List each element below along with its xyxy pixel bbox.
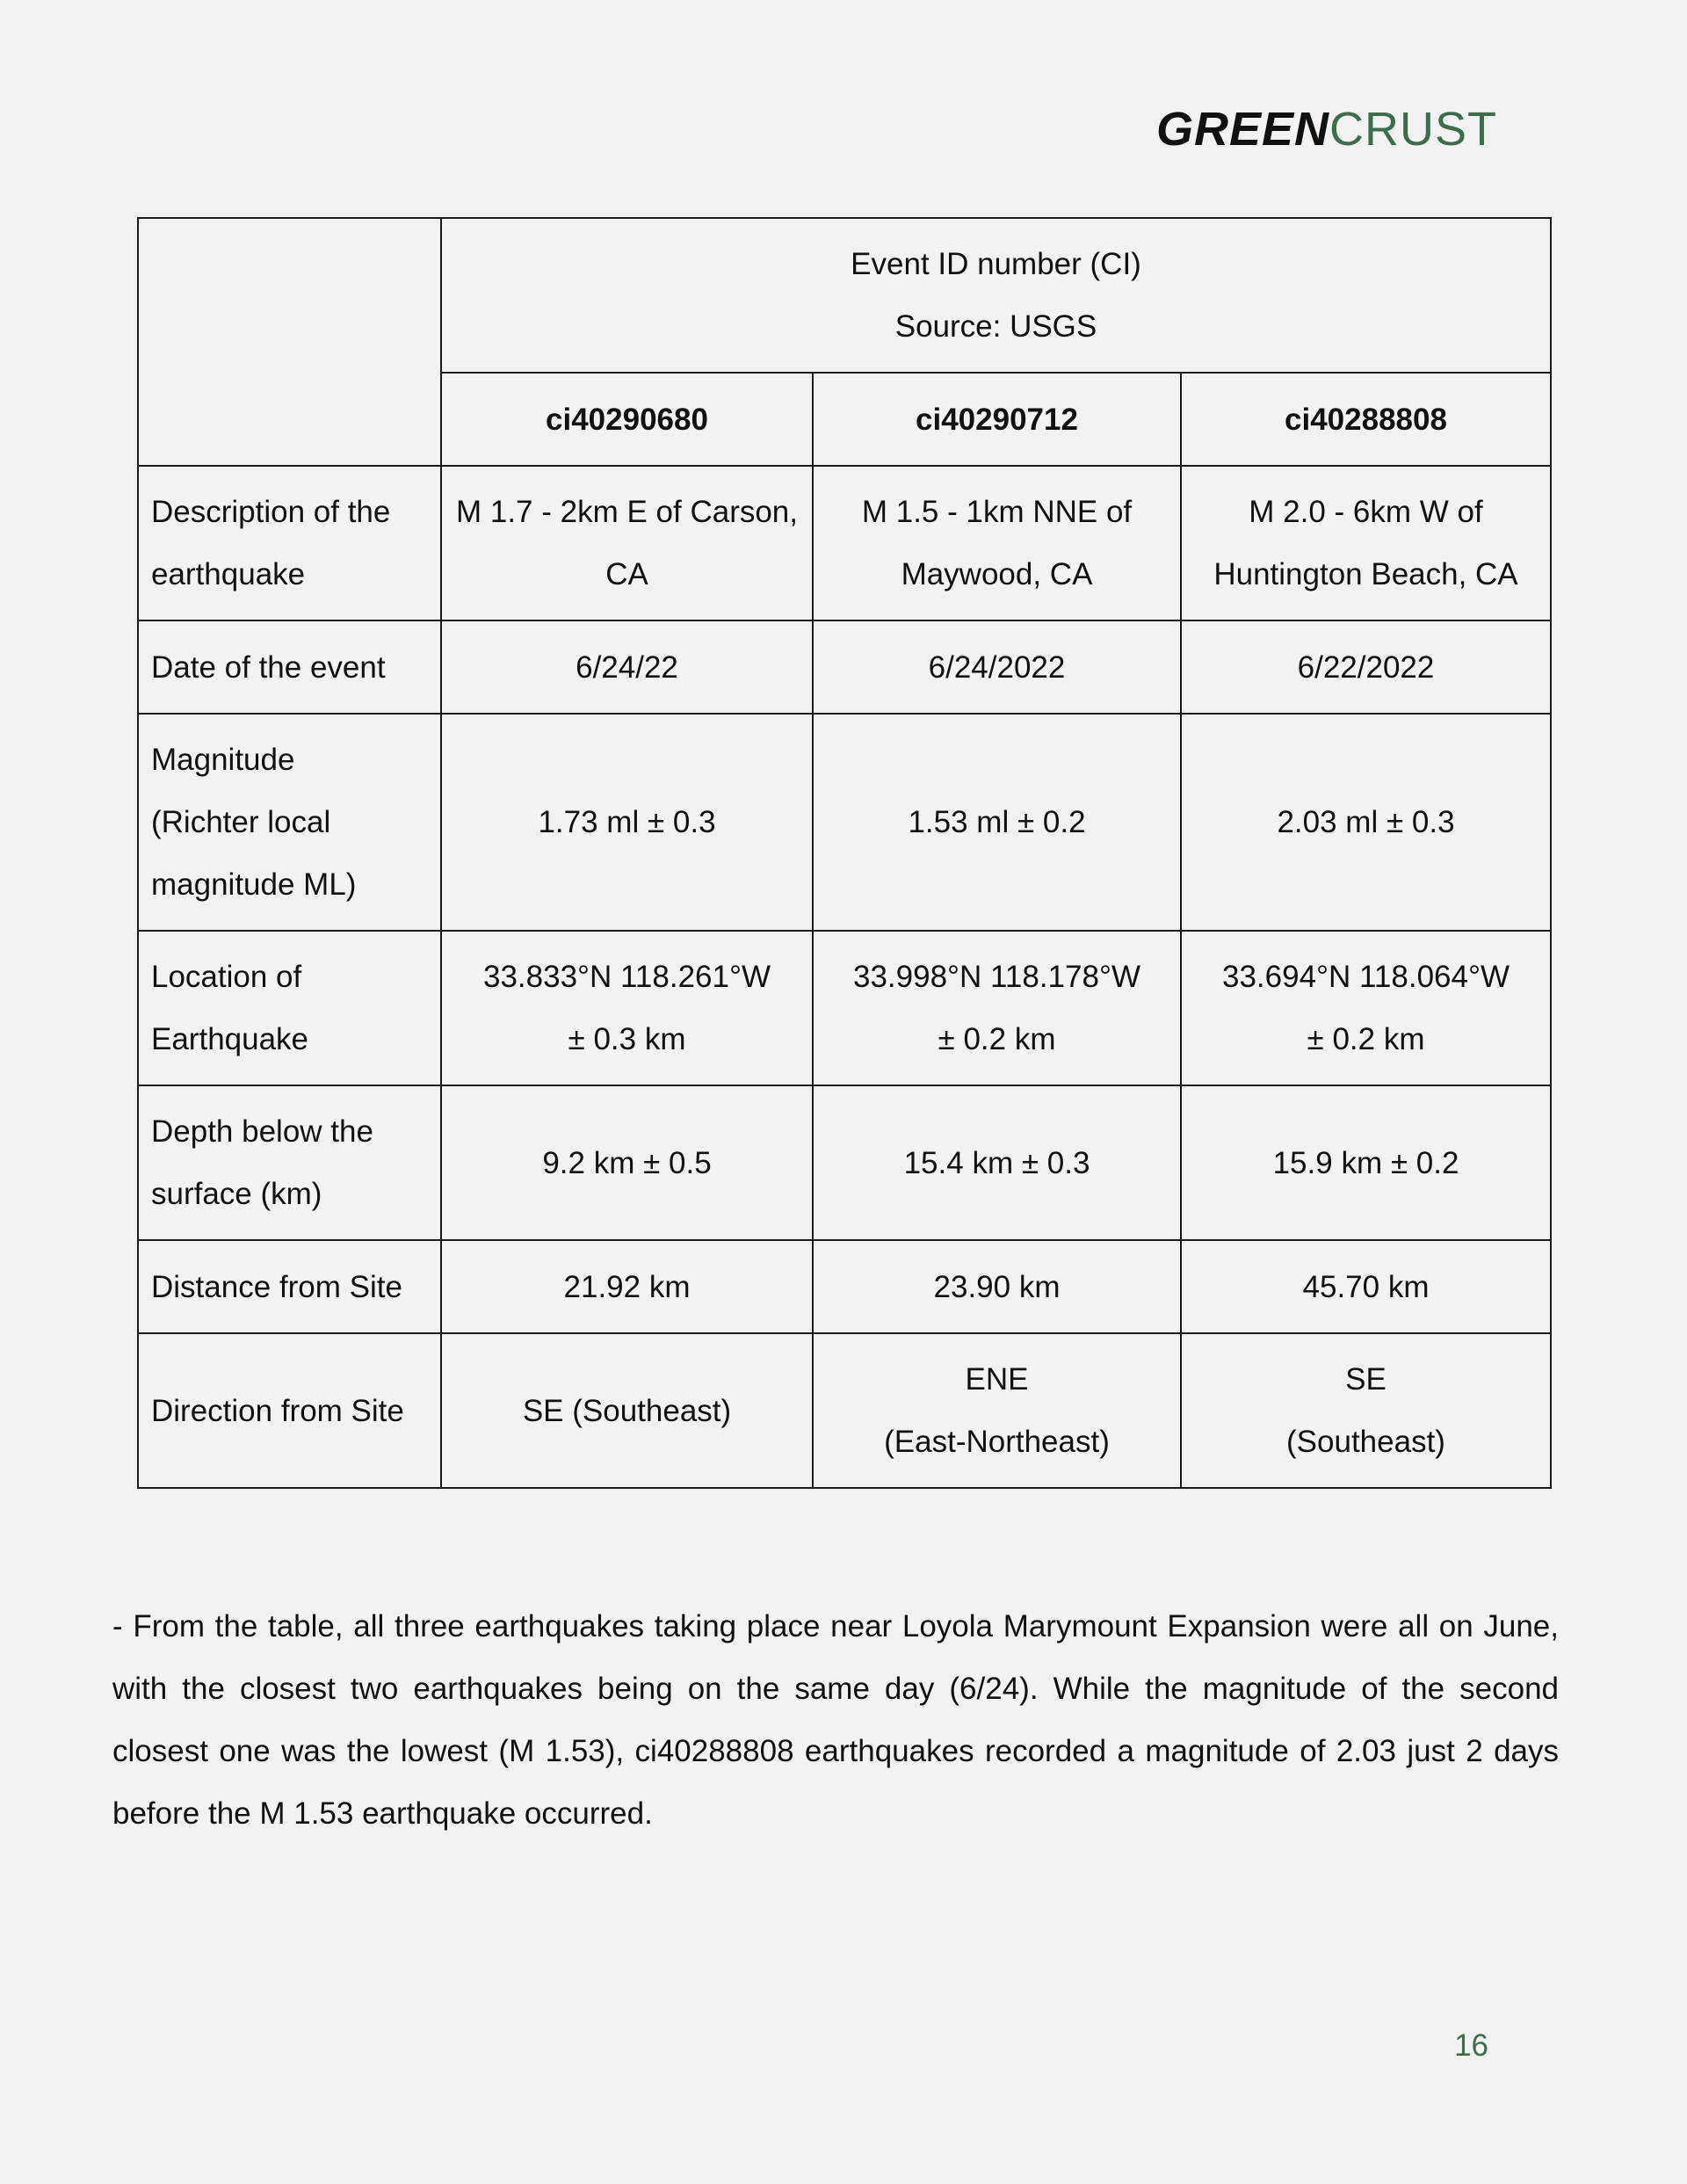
table-cell xyxy=(441,466,813,620)
table-cell xyxy=(1181,466,1551,620)
table-header-row xyxy=(138,218,1551,373)
event-id-header-title: Event ID number (CI) xyxy=(851,247,1141,281)
cell-line: Maywood, CA xyxy=(901,557,1093,591)
table-row xyxy=(138,466,1551,620)
earthquake-table xyxy=(137,217,1552,1489)
row-label-line: Magnitude xyxy=(151,743,295,777)
table-cell: 23.90 km xyxy=(813,1240,1181,1333)
row-label: Date of the event xyxy=(138,620,441,714)
cell-line: ENE xyxy=(965,1362,1029,1397)
summary-paragraph: - From the table, all three earthquakes taking place near Loyola Marymount Expansion were all on June, with the closest two earthquakes being on the same day (6/24). While the magnitude of the second closest one was the lowest (M 1.53), ci40288808 earthquakes recorded a magnitude of 2.03 just 2 days before the M 1.53 earthquake occurred. xyxy=(112,1609,1559,1831)
page-number: 16 xyxy=(1454,2028,1488,2063)
table-cell xyxy=(441,931,813,1085)
table-cell xyxy=(813,931,1181,1085)
cell-line: (East-Northeast) xyxy=(884,1425,1110,1459)
row-label-line: Location of xyxy=(151,960,302,994)
row-label-line: (Richter local xyxy=(151,805,331,839)
row-label-line: Depth below the xyxy=(151,1114,373,1149)
row-label-line: Earthquake xyxy=(151,1022,309,1056)
row-label xyxy=(138,931,441,1085)
table-cell: 45.70 km xyxy=(1181,1240,1551,1333)
row-label: Direction from Site xyxy=(138,1333,441,1488)
table-cell: 6/24/22 xyxy=(441,620,813,714)
row-label xyxy=(138,714,441,931)
event-id-header-source: Source: USGS xyxy=(894,309,1097,344)
table-cell: 6/22/2022 xyxy=(1181,620,1551,714)
row-label-line: surface (km) xyxy=(151,1177,322,1211)
table-cell: 2.03 ml ± 0.3 xyxy=(1181,714,1551,931)
table-cell xyxy=(1181,1333,1551,1488)
table-cell: 21.92 km xyxy=(441,1240,813,1333)
cell-line: CA xyxy=(605,557,648,591)
cell-line: M 2.0 - 6km W of xyxy=(1249,495,1483,529)
greencrust-logo xyxy=(1156,98,1497,160)
cell-line: SE xyxy=(1345,1362,1387,1397)
table-cell: 15.4 km ± 0.3 xyxy=(813,1085,1181,1240)
cell-line: 33.694°N 118.064°W xyxy=(1222,960,1510,994)
table-cell xyxy=(813,466,1181,620)
row-label xyxy=(138,1085,441,1240)
table-cell xyxy=(813,1333,1181,1488)
cell-line: M 1.5 - 1km NNE of xyxy=(861,495,1133,529)
row-label-line: earthquake xyxy=(151,557,306,591)
cell-line: 33.998°N 118.178°W xyxy=(853,960,1140,994)
row-label xyxy=(138,466,441,620)
table-cell xyxy=(1181,931,1551,1085)
table-cell: 1.53 ml ± 0.2 xyxy=(813,714,1181,931)
table-row xyxy=(138,1333,1551,1488)
table-row xyxy=(138,931,1551,1085)
table-cell: 15.9 km ± 0.2 xyxy=(1181,1085,1551,1240)
row-label-line: magnitude ML) xyxy=(151,867,357,902)
cell-line: Huntington Beach, CA xyxy=(1213,557,1518,591)
table-row xyxy=(138,620,1551,714)
cell-line: 33.833°N 118.261°W xyxy=(483,960,771,994)
logo-crust-text: CRUST xyxy=(1329,103,1498,156)
event-id-header xyxy=(441,218,1551,373)
logo-green-text: GREEN xyxy=(1156,103,1330,156)
table-row xyxy=(138,714,1551,931)
table-corner-cell xyxy=(138,218,441,466)
event-id-cell: ci40290712 xyxy=(813,373,1181,466)
cell-line: ± 0.2 km xyxy=(938,1022,1056,1056)
row-label-line: Description of the xyxy=(151,495,391,529)
cell-line: ± 0.3 km xyxy=(568,1022,686,1056)
event-id-cell: ci40288808 xyxy=(1181,373,1551,466)
table-cell: SE (Southeast) xyxy=(441,1333,813,1488)
cell-line: ± 0.2 km xyxy=(1307,1022,1425,1056)
cell-line: (Southeast) xyxy=(1286,1425,1445,1459)
table-cell: 1.73 ml ± 0.3 xyxy=(441,714,813,931)
table-row xyxy=(138,1085,1551,1240)
event-id-cell: ci40290680 xyxy=(441,373,813,466)
row-label: Distance from Site xyxy=(138,1240,441,1333)
table-row xyxy=(138,1240,1551,1333)
cell-line: M 1.7 - 2km E of Carson, xyxy=(455,495,799,529)
table-cell: 6/24/2022 xyxy=(813,620,1181,714)
table-cell: 9.2 km ± 0.5 xyxy=(441,1085,813,1240)
